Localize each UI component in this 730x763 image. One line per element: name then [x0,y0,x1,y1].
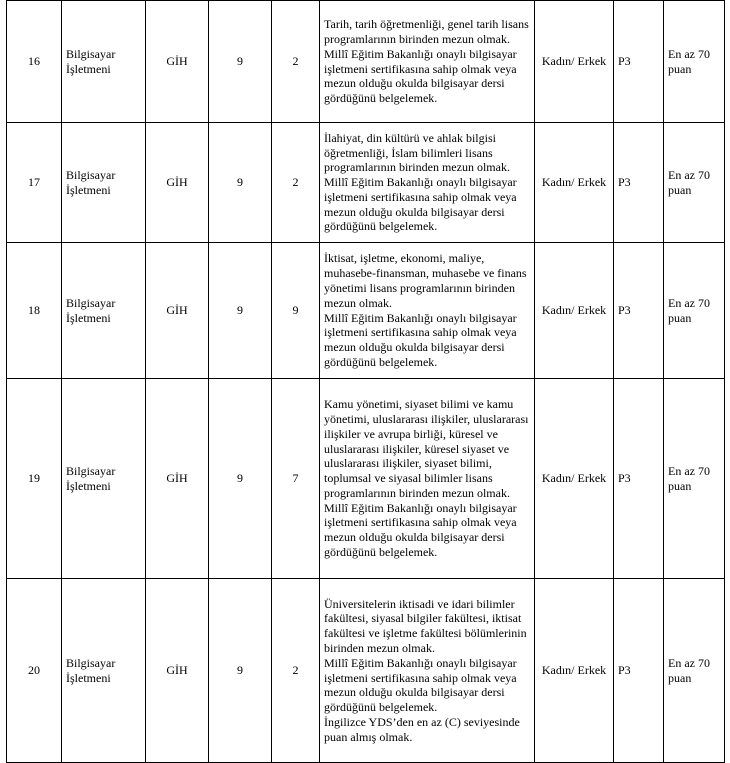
row-number: 16 [7,1,62,123]
kpss-type: P3 [614,243,664,379]
row-number: 19 [7,379,62,579]
grade-value: 9 [209,579,272,763]
min-score: En az 70 puan [664,243,725,379]
grade-value: 9 [209,379,272,579]
grade-value: 9 [209,1,272,123]
row-number: 17 [7,123,62,243]
grade-value: 9 [209,123,272,243]
kpss-type: P3 [614,379,664,579]
requirements-text: Kamu yönetimi, siyaset bilimi ve kamu yönetimi, uluslararası ilişkiler, uluslararası ilişkiler ve avrupa birliği, küresel ve uluslararası ilişkiler, küresel siyaset ve uluslararası ilişkiler, siyaset bilimi, toplumsal ve siyasal bilimler lisans programlarının birinden mezun olmak. Millî Eğitim Bakanlığı onaylı bilgisayar işletmeni sertifikasına sahip olmak veya mezun olduğu okulda bilgisayar dersi gördüğünü belgelemek. [320,379,535,579]
quota-value: 7 [272,379,320,579]
table-row [7,379,725,579]
position-class: GİH [146,579,209,763]
gender-value: Kadın/ Erkek [535,1,614,123]
requirements-text: Tarih, tarih öğretmenliği, genel tarih lisans programlarının birinden mezun olmak. Millî Eğitim Bakanlığı onaylı bilgisayar işletmeni sertifikasına sahip olmak veya mezun olduğu okulda bilgisayar dersi gördüğünü belgelemek. [320,1,535,123]
position-title: Bilgisayar İşletmeni [62,243,146,379]
min-score: En az 70 puan [664,379,725,579]
kpss-type: P3 [614,1,664,123]
positions-table [6,0,725,763]
table-row [7,579,725,763]
position-class: GİH [146,243,209,379]
table-row [7,243,725,379]
gender-value: Kadın/ Erkek [535,379,614,579]
quota-value: 9 [272,243,320,379]
gender-value: Kadın/ Erkek [535,579,614,763]
quota-value: 2 [272,123,320,243]
kpss-type: P3 [614,123,664,243]
position-title: Bilgisayar İşletmeni [62,379,146,579]
requirements-text: İlahiyat, din kültürü ve ahlak bilgisi öğretmenliği, İslam bilimleri lisans programlarının birinden mezun olmak. Millî Eğitim Bakanlığı onaylı bilgisayar işletmeni sertifikasına sahip olmak veya mezun olduğu okulda bilgisayar dersi gördüğünü belgelemek. [320,123,535,243]
min-score: En az 70 puan [664,579,725,763]
position-class: GİH [146,1,209,123]
min-score: En az 70 puan [664,1,725,123]
min-score: En az 70 puan [664,123,725,243]
gender-value: Kadın/ Erkek [535,243,614,379]
grade-value: 9 [209,243,272,379]
quota-value: 2 [272,579,320,763]
row-number: 18 [7,243,62,379]
position-title: Bilgisayar İşletmeni [62,123,146,243]
position-class: GİH [146,379,209,579]
table-row [7,1,725,123]
row-number: 20 [7,579,62,763]
requirements-text: İktisat, işletme, ekonomi, maliye, muhasebe-finansman, muhasebe ve finans yönetimi lisans programlarının birinden mezun olmak. Millî Eğitim Bakanlığı onaylı bilgisayar işletmeni sertifikasına sahip olmak veya mezun olduğu okulda bilgisayar dersi gördüğünü belgelemek. [320,243,535,379]
requirements-text: Üniversitelerin iktisadi ve idari bilimler fakültesi, siyasal bilgiler fakültesi, iktisat fakültesi ve işletme fakültesi bölümlerinin birinden mezun olmak. Millî Eğitim Bakanlığı onaylı bilgisayar işletmeni sertifikasına sahip olmak veya mezun olduğu okulda bilgisayar dersi gördüğünü belgelemek. İngilizce YDS’den en az (C) seviyesinde puan almış olmak. [320,579,535,763]
position-title: Bilgisayar İşletmeni [62,579,146,763]
kpss-type: P3 [614,579,664,763]
position-title: Bilgisayar İşletmeni [62,1,146,123]
gender-value: Kadın/ Erkek [535,123,614,243]
table-row [7,123,725,243]
quota-value: 2 [272,1,320,123]
position-class: GİH [146,123,209,243]
